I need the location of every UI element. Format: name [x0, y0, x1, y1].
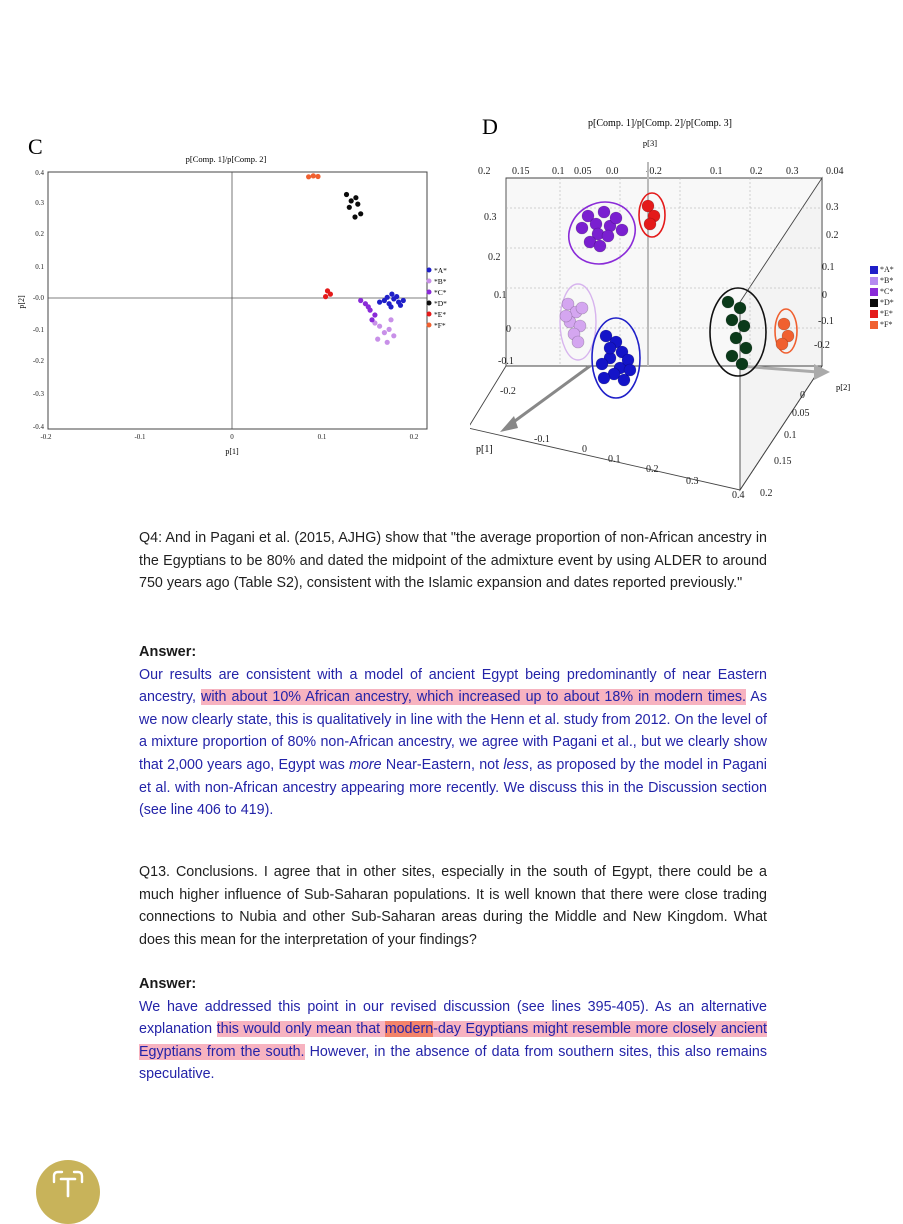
- figure-d-point-a: [624, 364, 636, 376]
- figure-c-point-a: [385, 295, 390, 300]
- figure-c-point-a: [388, 304, 393, 309]
- figure-d-point-f: [776, 338, 788, 350]
- figure-c-point-a: [377, 300, 382, 305]
- figure-d-tick: 0.1: [710, 166, 723, 177]
- figure-c-point-d: [358, 211, 363, 216]
- figure-d-xlabel: p[1]: [476, 444, 493, 455]
- figure-c-point-a: [401, 298, 406, 303]
- q4-paragraph: [139, 527, 767, 595]
- legend-swatch-c: [870, 288, 878, 296]
- figure-d-tick: 0.0: [606, 166, 619, 177]
- figure-c-xtick: 0.2: [409, 433, 419, 441]
- figure-c-ylabel: p[2]: [17, 295, 26, 309]
- legend-label-b: *B*: [880, 276, 894, 285]
- figure-d-point-a: [598, 372, 610, 384]
- answer2-highlight-b: -day Egyptians might resemble more closely ancient Egyptians from the south.: [139, 1021, 767, 1060]
- figure-d-tick: 0.2: [646, 464, 659, 475]
- legend-marker-e: [427, 312, 432, 317]
- figure-c-xtick: -0.1: [134, 433, 146, 441]
- legend-marker-b: [427, 279, 432, 284]
- legend-row-a: [870, 264, 894, 275]
- figure-c-point-a: [398, 303, 403, 308]
- figure-c-plot-frame: [48, 172, 427, 429]
- legend-marker-c: [427, 290, 432, 295]
- legend-label-f: *F*: [434, 321, 446, 330]
- answer1-block: [139, 641, 767, 822]
- legend-label-c: *C*: [880, 287, 894, 296]
- figure-d-tick: 0.3: [686, 476, 699, 487]
- figure-d-tick: 0.3: [484, 212, 497, 223]
- answer1-heading: Answer:: [139, 644, 197, 660]
- figure-d-point-c: [576, 222, 588, 234]
- figure-c-point-b: [388, 317, 393, 322]
- answer1-em-less: less: [503, 756, 529, 773]
- figure-c-ytick: -0.2: [32, 357, 44, 365]
- q13-paragraph: [139, 861, 767, 951]
- figure-d-point-f: [778, 318, 790, 330]
- figure-d-tick: -0.2: [500, 386, 516, 397]
- figure-d-tick: 0.15: [512, 166, 530, 177]
- figure-c-title: p[Comp. 1]/p[Comp. 2]: [185, 154, 267, 164]
- legend-label-d: *D*: [880, 298, 894, 307]
- figure-d-tick: 0: [582, 444, 587, 455]
- figure-c-point-d: [352, 214, 357, 219]
- answer2-highlight-word: modern: [384, 1021, 434, 1038]
- figure-d-tick: 0: [822, 290, 827, 301]
- figure-d-tick: -0.1: [498, 356, 514, 367]
- legend-label-e: *E*: [434, 310, 447, 319]
- figure-d-tick: 0.3: [786, 166, 799, 177]
- figure-c-point-b: [385, 340, 390, 345]
- figure-d-tick: 0.04: [826, 166, 844, 177]
- figure-d-point-d: [738, 320, 750, 332]
- figure-c-point-a: [394, 294, 399, 299]
- figure-d-tick: 0: [800, 390, 805, 401]
- figure-d-point-e: [644, 218, 656, 230]
- figure-d-tick: 0.2: [478, 166, 491, 177]
- figure-c-point-c: [369, 317, 374, 322]
- answer2-highlight-a: this would only mean that: [216, 1021, 385, 1038]
- legend-swatch-f: [870, 321, 878, 329]
- figure-c-point-d: [347, 205, 352, 210]
- figure-d-tick: 0.1: [822, 262, 835, 273]
- figure-d-point-b: [572, 336, 584, 348]
- figure-d-x-arrowhead: [500, 416, 518, 432]
- figure-c-point-b: [375, 337, 380, 342]
- figure-d-point-d: [722, 296, 734, 308]
- figure-c-point-b: [382, 330, 387, 335]
- figure-c-point-f: [311, 173, 316, 178]
- legend-row-e: [870, 308, 894, 319]
- answer2-block: [139, 973, 767, 1086]
- figure-c-point-c: [372, 312, 377, 317]
- answer1-text: [139, 664, 767, 822]
- figure-c-ytick: -0.4: [32, 423, 44, 431]
- legend-row-d: [870, 297, 894, 308]
- figure-d-tick: -0.2: [646, 166, 662, 177]
- figure-d-tick: 0: [506, 324, 511, 335]
- figure-c-ytick: -0.0: [32, 294, 44, 302]
- legend-swatch-a: [870, 266, 878, 274]
- figure-c-point-e: [323, 294, 328, 299]
- figure-d-zlabel: p[3]: [642, 138, 658, 148]
- answer1-part3: Near-Eastern, not: [381, 756, 504, 773]
- figure-d-point-d: [736, 358, 748, 370]
- figure-d-point-a: [596, 358, 608, 370]
- figure-d-ylabel: p[2]: [836, 382, 851, 392]
- legend-row-b: [870, 275, 894, 286]
- figure-c-point-c: [358, 298, 363, 303]
- figure-d-tick: 0.1: [494, 290, 507, 301]
- text-recognition-button[interactable]: [36, 1160, 100, 1224]
- figure-c-xtick: 0.1: [317, 433, 327, 441]
- legend-row-f: [870, 319, 894, 330]
- figure-d-tick: 0.2: [760, 488, 773, 499]
- figure-d-tick: 0.1: [608, 454, 621, 465]
- figure-d-point-d: [740, 342, 752, 354]
- answer2-part2: However, in the absence of data from southern sites, this also remains speculative.: [139, 1043, 767, 1083]
- legend-swatch-d: [870, 299, 878, 307]
- figure-c-point-d: [355, 202, 360, 207]
- figure-c-ytick: 0.4: [35, 169, 44, 177]
- answer2-text: [139, 996, 767, 1086]
- figure-d-tick: 0.4: [732, 490, 745, 501]
- figure-d-point-c: [598, 206, 610, 218]
- figure-d-point-d: [726, 350, 738, 362]
- answer2-heading: Answer:: [139, 976, 197, 992]
- figure-d-tick: 0.1: [784, 430, 797, 441]
- figure-d-tick: -0.2: [814, 340, 830, 351]
- legend-row-c: [870, 286, 894, 297]
- figure-d-point-d: [734, 302, 746, 314]
- figure-c-point-a: [389, 292, 394, 297]
- figure-c-point-d: [353, 195, 358, 200]
- text-recognition-icon: [48, 1168, 88, 1198]
- figure-c-ytick: -0.1: [32, 326, 44, 334]
- figure-d-tick: -0.1: [818, 316, 834, 327]
- answer1-part2: As we now clearly state, this is qualitatively in line with the Henn et al. study from 2012. On the level of a mixture proportion of 80% non-African ancestry, we agree with Pagani et al., but we clearly show that 2,000 years ago, Egypt was: [139, 689, 767, 773]
- figure-c-xtick: 0: [230, 433, 234, 441]
- figure-c-panel-label: C: [28, 134, 43, 159]
- figure-c-ytick: 0.3: [35, 199, 44, 207]
- figure-d-tick: 0.05: [792, 408, 810, 419]
- figure-d-point-b: [560, 310, 572, 322]
- figure-d-legend: [870, 264, 894, 330]
- figure-d-x-arrow: [508, 366, 590, 426]
- legend-swatch-b: [870, 277, 878, 285]
- q4-text: Q4: And in Pagani et al. (2015, AJHG) show that "the average proportion of non-African ancestry in the Egyptians to be 80% and dated the midpoint of the admixture event by using ALDER to around 750 years ago (Table S2), consistent with the Islamic expansion and dates reported previously.": [139, 530, 767, 592]
- figure-c-point-b: [387, 327, 392, 332]
- figure-c-xtick: -0.2: [40, 433, 52, 441]
- figure-d-tick: -0.1: [534, 434, 550, 445]
- figure-c-ytick: 0.2: [35, 230, 44, 238]
- figure-d-panel-label: D: [482, 114, 498, 139]
- legend-swatch-e: [870, 310, 878, 318]
- legend-label-c: *C*: [434, 288, 447, 297]
- figure-d-tick: 0.2: [488, 252, 501, 263]
- figure-d-tick: 0.2: [750, 166, 763, 177]
- legend-label-d: *D*: [434, 299, 447, 308]
- figure-c: [10, 130, 470, 470]
- figure-c-ytick: -0.3: [32, 390, 44, 398]
- figure-d-tick: 0.3: [826, 202, 839, 213]
- legend-label-e: *E*: [880, 309, 893, 318]
- legend-label-f: *F*: [880, 320, 893, 329]
- answer1-em-more: more: [349, 756, 382, 773]
- figure-d-point-a: [604, 342, 616, 354]
- legend-marker-d: [427, 301, 432, 306]
- legend-label-a: *A*: [880, 265, 894, 274]
- legend-marker-f: [427, 323, 432, 328]
- figure-d-tick: 0.1: [552, 166, 565, 177]
- legend-label-b: *B*: [434, 277, 447, 286]
- answer1-part4: , as proposed by the model in Pagani et al. with non-African ancestry appearing more recently. We discuss this in the Discussion section (see line 406 to 419).: [139, 756, 767, 819]
- figure-d-point-c: [594, 240, 606, 252]
- figure-c-point-f: [306, 174, 311, 179]
- figure-c-xlabel: p[1]: [225, 447, 239, 456]
- figure-c-point-b: [377, 324, 382, 329]
- figure-d-title: p[Comp. 1]/p[Comp. 2]/p[Comp. 3]: [588, 118, 732, 129]
- q13-text: Q13. Conclusions. I agree that in other sites, especially in the south of Egypt, there could be a much higher influence of Sub-Saharan populations. It is well known that there were close trading connections to Nubia and other Sub-Saharan areas during the Middle and New Kingdom. What does this mean for the interpretation of your findings?: [139, 864, 767, 948]
- figure-c-legend: [427, 266, 448, 330]
- figure-d-tick: 0.15: [774, 456, 792, 467]
- figure-d-point-d: [730, 332, 742, 344]
- figure-d-tick: 0.05: [574, 166, 592, 177]
- figure-c-point-c: [366, 304, 371, 309]
- figure-c-point-d: [344, 192, 349, 197]
- figure-d-point-b: [576, 302, 588, 314]
- figure-c-point-b: [391, 333, 396, 338]
- figure-c-point-d: [349, 198, 354, 203]
- figure-d-tick: 0.2: [826, 230, 839, 241]
- figure-d: [470, 108, 893, 508]
- legend-marker-a: [427, 268, 432, 273]
- figure-d-point-c: [602, 230, 614, 242]
- figure-d-point-d: [726, 314, 738, 326]
- answer1-highlight: with about 10% African ancestry, which increased up to about 18% in modern times.: [201, 689, 747, 706]
- figure-c-point-f: [315, 174, 320, 179]
- answer2-part1: We have addressed this point in our revised discussion (see lines 395-405). As an alternative explanation: [139, 998, 767, 1038]
- figure-c-point-e: [328, 292, 333, 297]
- figure-d-point-c: [610, 212, 622, 224]
- figure-d-point-c: [616, 224, 628, 236]
- figure-c-ytick: 0.1: [35, 263, 44, 271]
- answer1-part1: Our results are consistent with a model of ancient Egypt being predominantly of near Eastern ancestry,: [139, 666, 767, 706]
- legend-label-a: *A*: [434, 266, 447, 275]
